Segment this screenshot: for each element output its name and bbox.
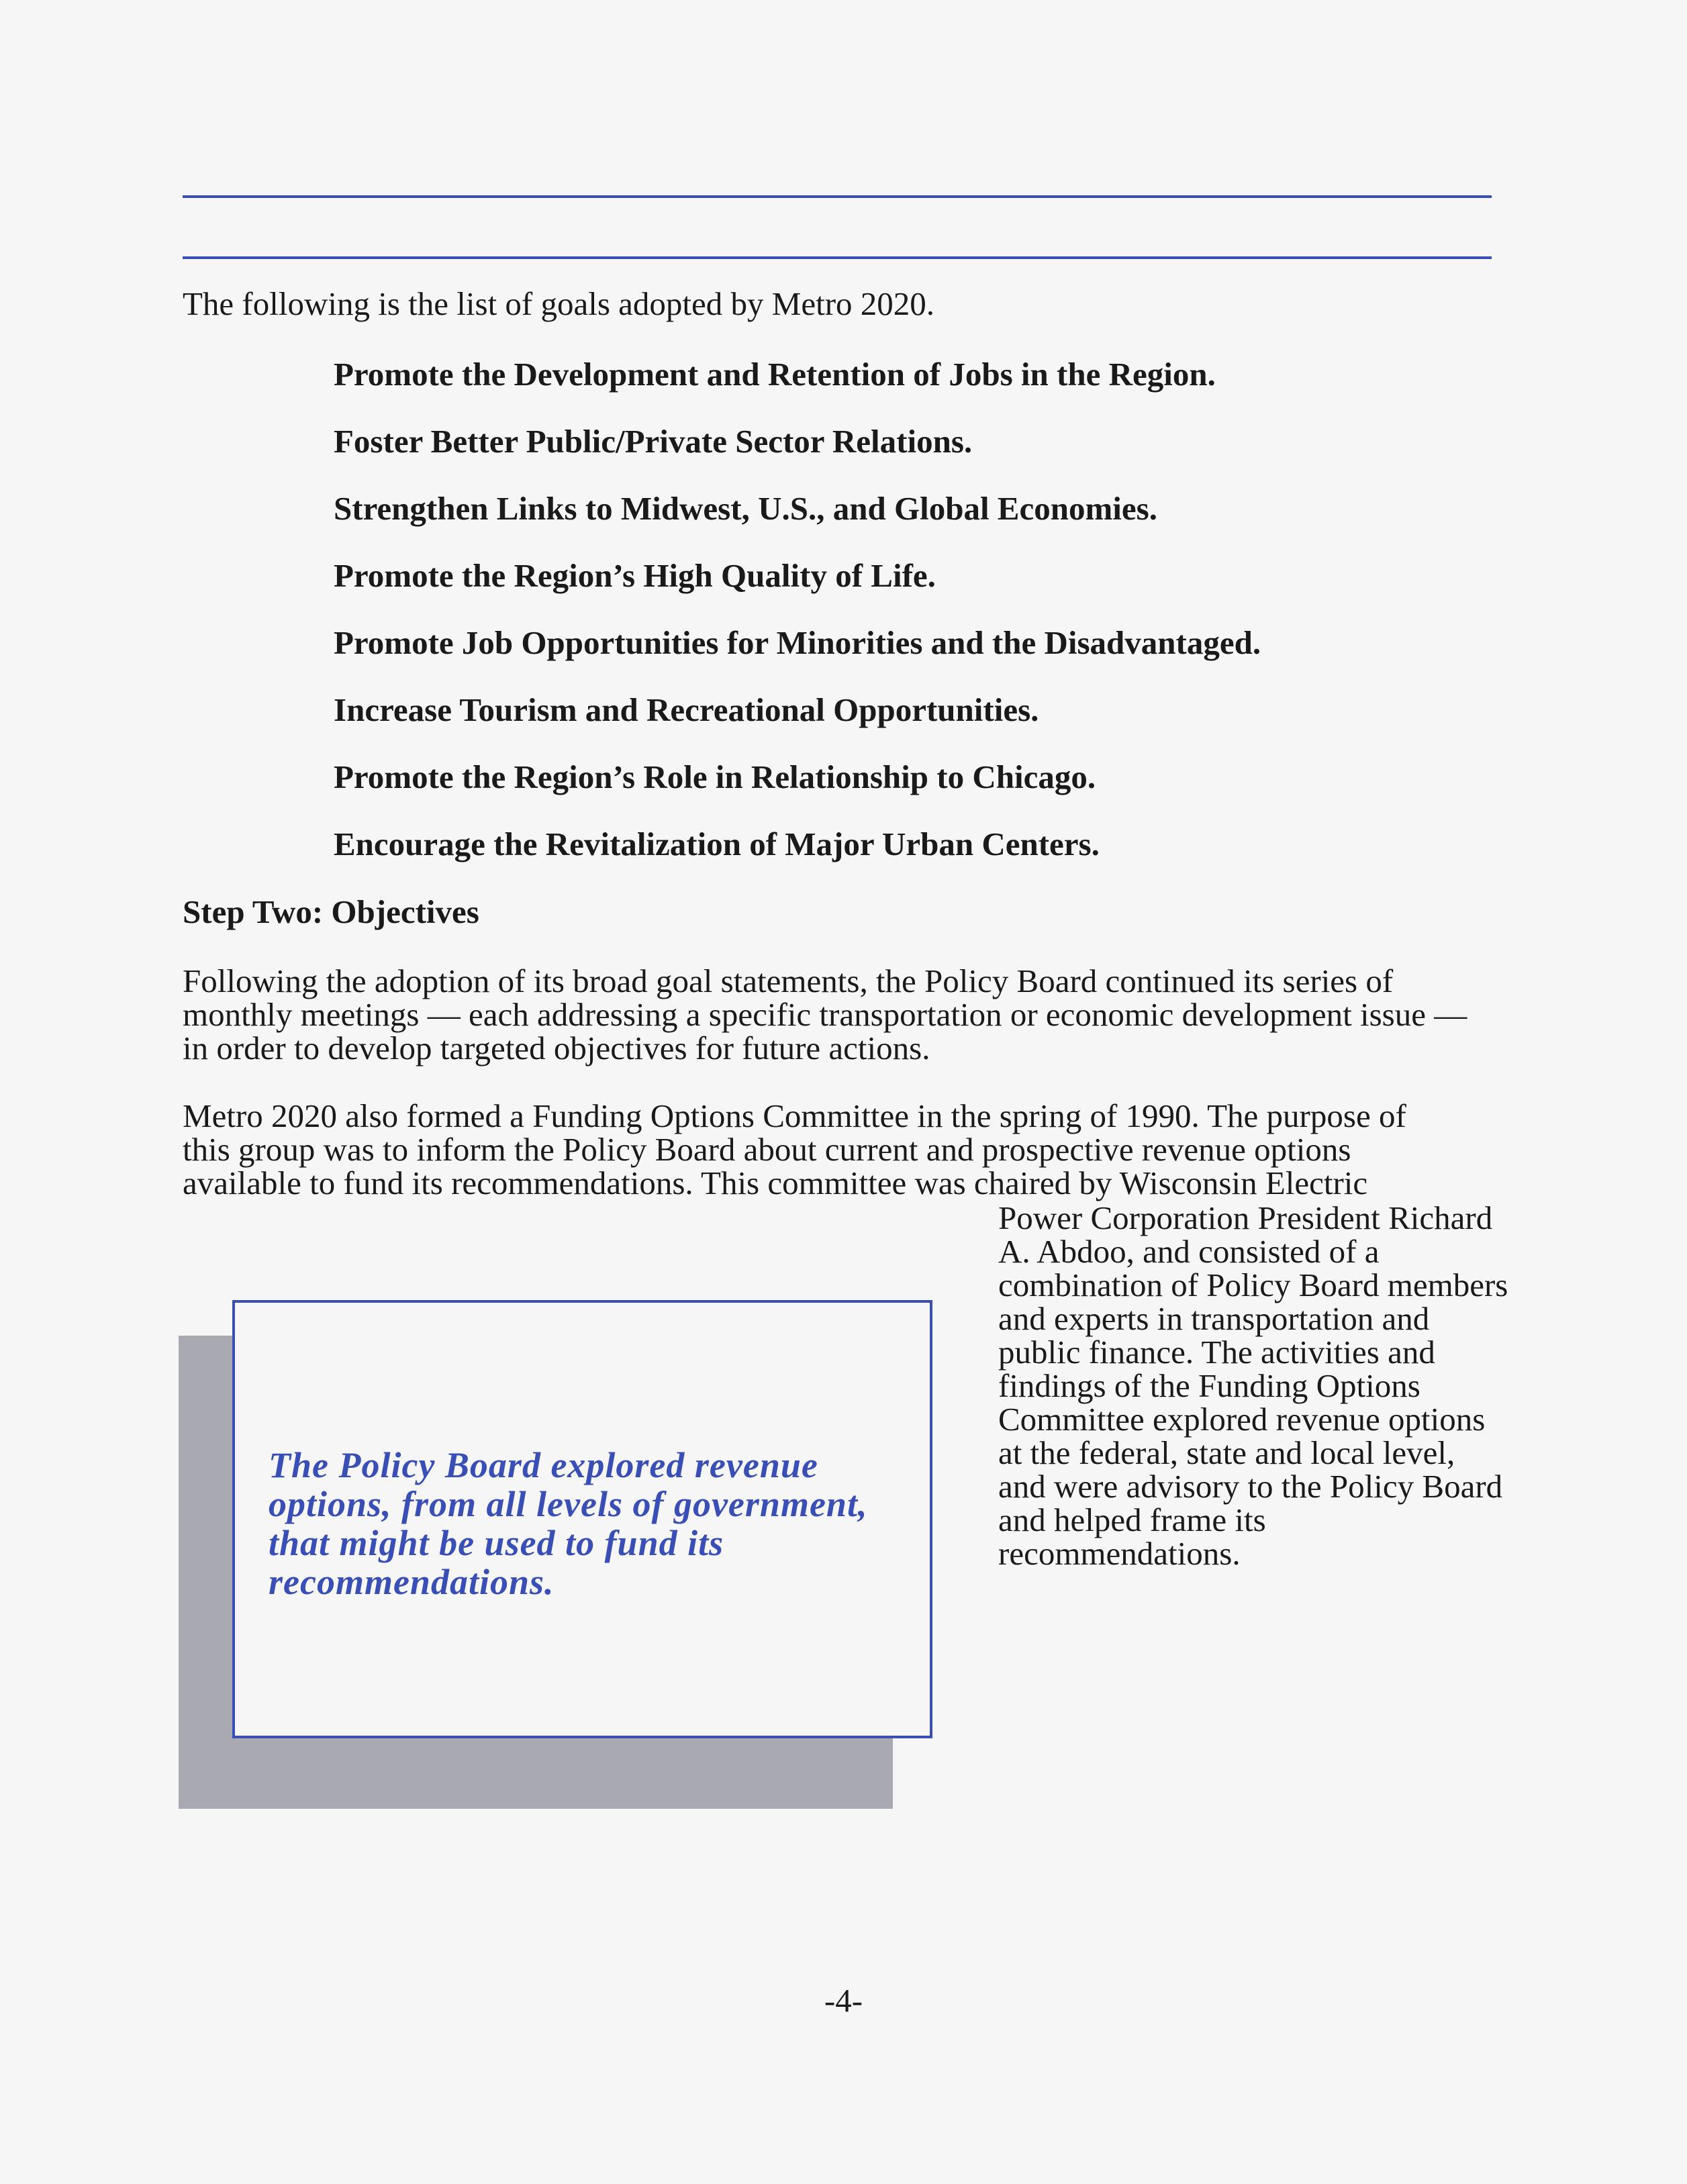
goals-intro: The following is the list of goals adopted by Metro 2020. (183, 285, 935, 322)
paragraph-line: available to fund its recommendations. This committee was chaired by Wisconsin Electric (183, 1164, 1368, 1201)
pull-quote-text: The Policy Board explored revenue options, from all levels of government, that might be used to fund its recommendations. (269, 1445, 868, 1602)
goals-list (334, 354, 1261, 891)
top-rule (183, 195, 1492, 198)
goal-item: Promote Job Opportunities for Minorities and the Disadvantaged. (334, 624, 1261, 661)
funding-paragraph-column: Power Corporation President Richard A. Abdoo, and consisted of a combination of Policy Board members and experts in transportation and public finance. The activities and findings of the Funding Options Committee explored revenue options at the federal, state and local level, and were advisory to the Policy Board and helped frame its recommendations. (998, 1199, 1508, 1572)
paragraph-line: this group was to inform the Policy Board about current and prospective revenue options (183, 1131, 1351, 1168)
goal-item: Promote the Development and Retention of Jobs in the Region. (334, 356, 1216, 393)
paragraph-line: Metro 2020 also formed a Funding Options Committee in the spring of 1990. The purpose of (183, 1097, 1406, 1134)
page-number: -4- (824, 1982, 863, 2019)
goal-item: Promote the Region’s High Quality of Life. (334, 557, 936, 594)
pull-quote-box (232, 1300, 932, 1738)
goal-item: Strengthen Links to Midwest, U.S., and Global Economies. (334, 490, 1157, 527)
goal-item: Encourage the Revitalization of Major Urban Centers. (334, 826, 1100, 862)
section-heading: Step Two: Objectives (183, 893, 479, 930)
goal-item: Promote the Region’s Role in Relationship to Chicago. (334, 758, 1096, 795)
second-rule (183, 256, 1492, 259)
objectives-paragraph: Following the adoption of its broad goal statements, the Policy Board continued its series of monthly meetings — each addressing a specific transportation or economic development issue — in order to develop targeted objectives for future actions. (183, 962, 1467, 1066)
funding-paragraph-lines (183, 1099, 1431, 1200)
goal-item: Foster Better Public/Private Sector Relations. (334, 423, 973, 460)
goal-item: Increase Tourism and Recreational Opportunities. (334, 691, 1039, 728)
